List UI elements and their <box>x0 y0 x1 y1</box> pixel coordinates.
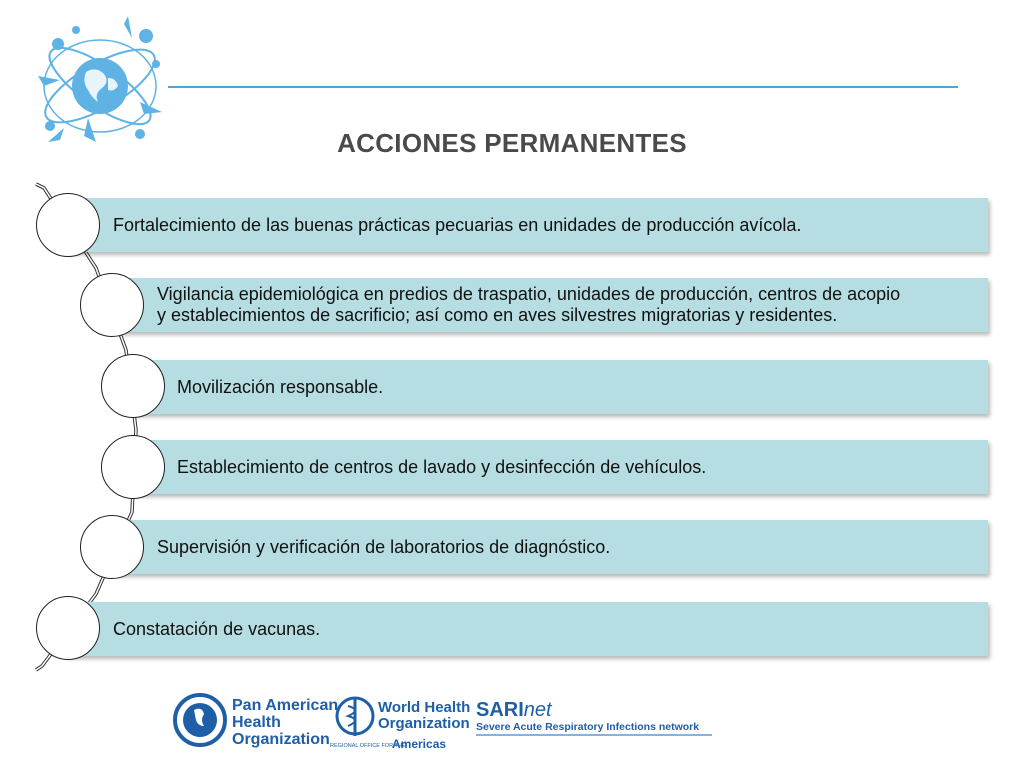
footer-logos <box>170 690 730 756</box>
action-item-text: Vigilancia epidemiológica en predios de traspatio, unidades de producción, centros de acopio y establecimientos de sacrificio; así como en aves silvestres migratorias y residentes. <box>157 284 901 325</box>
timeline-circle <box>36 193 100 257</box>
timeline-circle <box>101 435 165 499</box>
timeline-circle <box>80 273 144 337</box>
who-regional: REGIONAL OFFICE FOR THE <box>330 743 406 749</box>
action-item-5 <box>114 520 988 574</box>
timeline-circle <box>101 354 165 418</box>
action-item-4 <box>134 440 988 494</box>
paho-emblem-icon <box>175 695 225 745</box>
action-item-text: Supervisión y verificación de laboratorios de diagnóstico. <box>157 536 611 557</box>
action-item-6 <box>66 602 988 656</box>
sari-bold: SARI <box>476 699 524 721</box>
sari-description: Severe Acute Respiratory Infections network <box>476 721 700 733</box>
paho-line2: Health <box>232 714 281 731</box>
action-item-1 <box>66 198 988 252</box>
who-line1: World Health <box>378 699 471 716</box>
action-item-3 <box>134 360 988 414</box>
who-americas: Americas <box>392 737 447 751</box>
timeline-circle <box>80 515 144 579</box>
who-line2: Organization <box>378 715 470 732</box>
page-title: ACCIONES PERMANENTES <box>337 128 687 158</box>
action-item-text: Establecimiento de centros de lavado y desinfección de vehículos. <box>177 456 707 477</box>
timeline-circle <box>36 596 100 660</box>
sari-italic: net <box>523 699 552 721</box>
action-item-text: Constatación de vacunas. <box>113 618 321 639</box>
paho-line3: Organization <box>232 731 330 748</box>
action-item-text: Fortalecimiento de las buenas prácticas pecuarias en unidades de producción avícola. <box>113 214 802 235</box>
action-item-text: Movilización responsable. <box>177 376 384 397</box>
action-item-2 <box>114 278 988 332</box>
header-divider <box>168 86 958 88</box>
svg-text:SARInet <box>476 699 553 721</box>
paho-line1: Pan American <box>232 697 339 714</box>
who-emblem-icon <box>337 698 373 736</box>
